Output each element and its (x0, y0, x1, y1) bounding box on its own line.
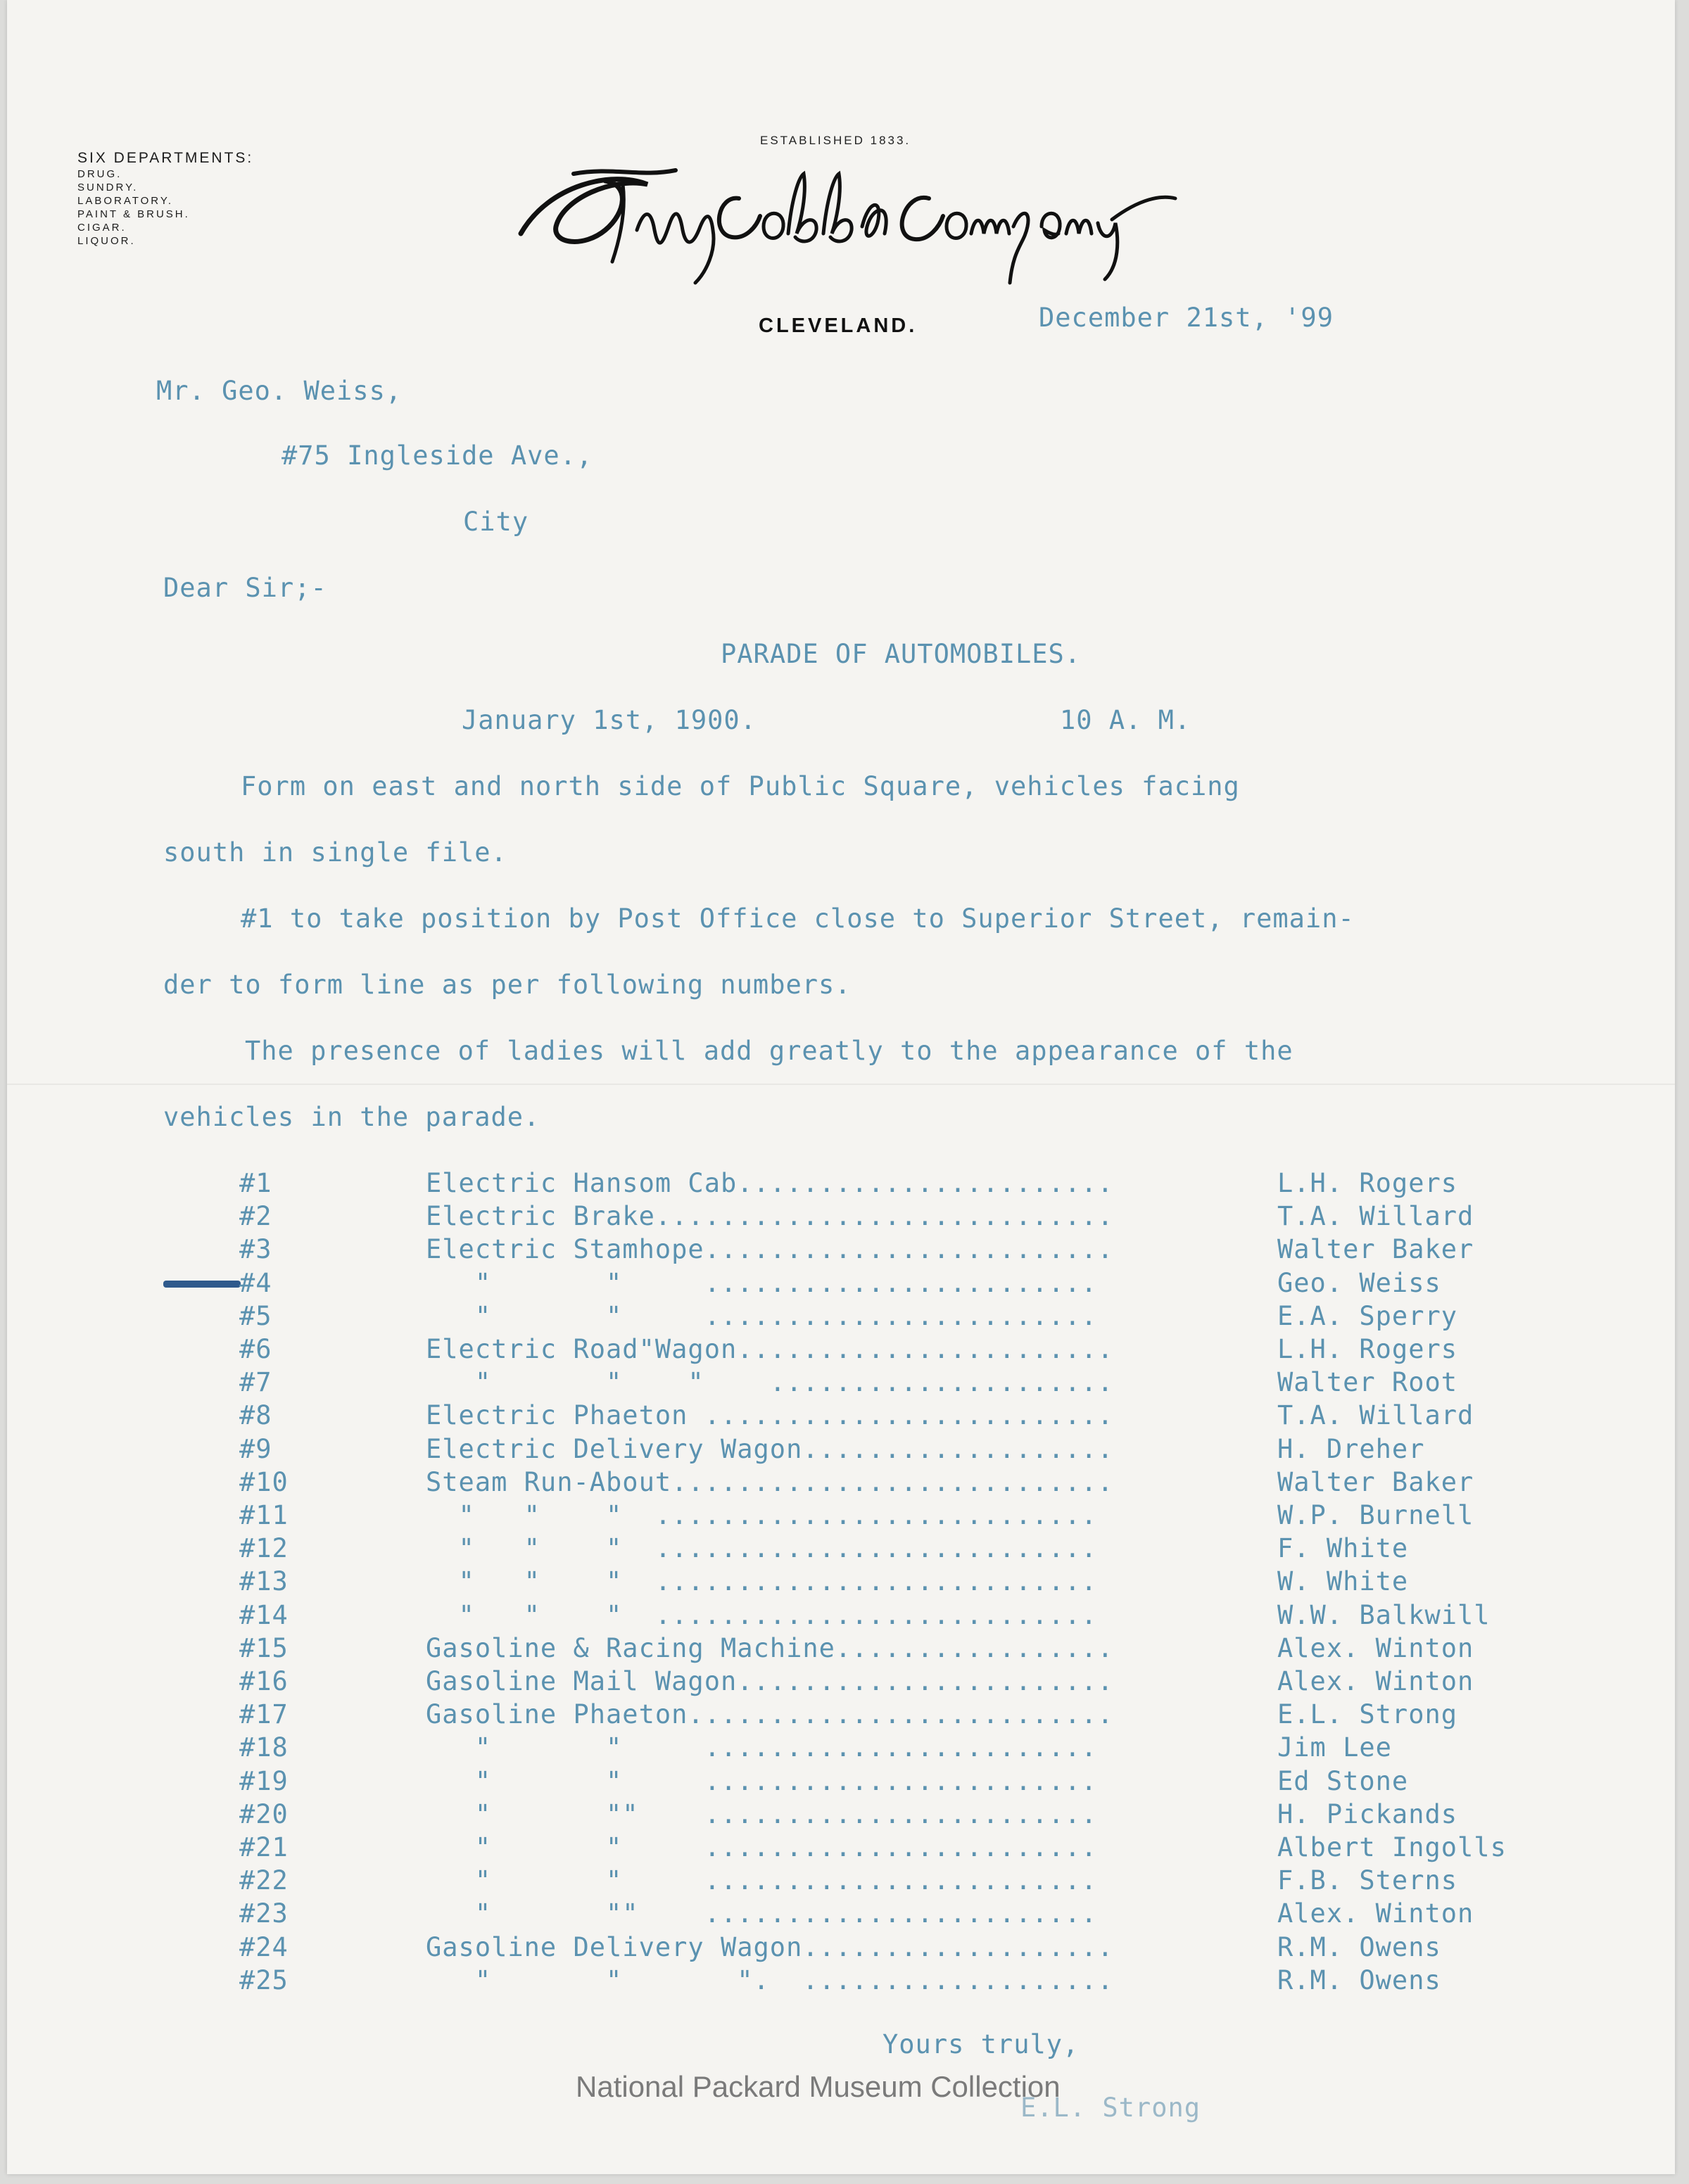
departments-heading: SIX DEPARTMENTS: (77, 150, 254, 166)
letterhead-city: CLEVELAND. (759, 315, 918, 337)
parade-vehicle: Electric Road"Wagon....................... (426, 1334, 1114, 1364)
letter-sheet (7, 0, 1675, 2174)
parade-number: #3 (239, 1234, 272, 1265)
department-item: SUNDRY. (77, 182, 139, 193)
parade-number: #10 (239, 1466, 289, 1497)
letter-date: December 21st, '99 (1039, 303, 1334, 333)
parade-vehicle: " " ........................ (426, 1732, 1098, 1763)
parade-owner: Alex. Winton (1277, 1898, 1474, 1929)
parade-row (239, 1533, 1576, 1564)
parade-row (239, 1367, 1576, 1398)
parade-vehicle: " "" ........................ (426, 1898, 1098, 1929)
paragraph-line: Form on east and north side of Public Square, vehicles facing (241, 771, 1240, 801)
parade-number: #5 (239, 1300, 272, 1331)
parade-owner: L.H. Rogers (1277, 1334, 1458, 1364)
parade-row (239, 1633, 1576, 1664)
recipient-name: Mr. Geo. Weiss, (156, 376, 403, 406)
parade-vehicle: Gasoline Mail Wagon....................... (426, 1666, 1114, 1696)
department-item: DRUG. (77, 168, 122, 180)
parade-owner: H. Pickands (1277, 1798, 1458, 1829)
parade-owner: Geo. Weiss (1277, 1267, 1441, 1298)
parade-row (239, 1301, 1576, 1332)
parade-owner: T.A. Willard (1277, 1201, 1474, 1232)
parade-row (239, 1766, 1576, 1797)
parade-owner: R.M. Owens (1277, 1931, 1441, 1962)
parade-row (239, 1932, 1576, 1963)
parade-number: #24 (239, 1931, 289, 1962)
closing: Yours truly, (883, 2029, 1080, 2059)
department-item: CIGAR. (77, 222, 127, 234)
parade-owner: Walter Baker (1277, 1466, 1474, 1497)
parade-row (239, 1500, 1576, 1531)
parade-vehicle: Steam Run-About........................... (426, 1466, 1114, 1497)
parade-number: #4 (239, 1267, 272, 1298)
parade-vehicle: " " ". ................... (426, 1964, 1114, 1995)
parade-row (239, 1168, 1576, 1199)
parade-vehicle: Electric Brake............................ (426, 1201, 1114, 1232)
paragraph-line: der to form line as per following numbers. (163, 970, 852, 1000)
parade-owner: L.H. Rogers (1277, 1168, 1458, 1198)
parade-vehicle: " " " ........................... (426, 1599, 1098, 1630)
parade-vehicle: Gasoline Delivery Wagon................... (426, 1931, 1114, 1962)
parade-row (239, 1268, 1576, 1299)
parade-owner: W. White (1277, 1566, 1409, 1597)
paragraph-line: The presence of ladies will add greatly to the appearance of the (245, 1036, 1293, 1066)
parade-vehicle: " "" ........................ (426, 1798, 1098, 1829)
parade-vehicle: " " " ........................... (426, 1500, 1098, 1530)
parade-row (239, 1334, 1576, 1365)
parade-number: #13 (239, 1566, 289, 1597)
parade-owner: W.W. Balkwill (1277, 1599, 1491, 1630)
parade-row (239, 1400, 1576, 1431)
parade-number: #19 (239, 1765, 289, 1796)
parade-owner: Albert Ingolls (1277, 1832, 1507, 1862)
parade-number: #8 (239, 1400, 272, 1431)
parade-number: #18 (239, 1732, 289, 1763)
parade-row (239, 1467, 1576, 1498)
parade-number: #16 (239, 1666, 289, 1696)
parade-owner: E.L. Strong (1277, 1699, 1458, 1730)
parade-number: #15 (239, 1632, 289, 1663)
signature: E.L. Strong (1020, 2093, 1201, 2123)
parade-number: #7 (239, 1367, 272, 1398)
parade-row (239, 1666, 1576, 1697)
parade-owner: Alex. Winton (1277, 1666, 1474, 1696)
parade-number: #17 (239, 1699, 289, 1730)
parade-number: #23 (239, 1898, 289, 1929)
highlight-mark (163, 1281, 241, 1288)
parade-number: #9 (239, 1433, 272, 1464)
parade-owner: F.B. Sterns (1277, 1865, 1458, 1896)
parade-number: #11 (239, 1500, 289, 1530)
established-text: ESTABLISHED 1833. (760, 134, 911, 147)
parade-vehicle: " " ........................ (426, 1300, 1098, 1331)
parade-row (239, 1434, 1576, 1465)
parade-number: #21 (239, 1832, 289, 1862)
parade-vehicle: " " ........................ (426, 1832, 1098, 1862)
parade-row (239, 1234, 1576, 1265)
parade-row (239, 1566, 1576, 1597)
parade-number: #25 (239, 1964, 289, 1995)
company-logo (507, 156, 1182, 297)
parade-row (239, 1699, 1576, 1730)
salutation: Dear Sir;- (163, 573, 327, 603)
parade-owner: Walter Baker (1277, 1234, 1474, 1265)
parade-vehicle: " " " ........................... (426, 1533, 1098, 1564)
department-item: PAINT & BRUSH. (77, 208, 190, 220)
parade-number: #12 (239, 1533, 289, 1564)
parade-row (239, 1732, 1576, 1763)
letter-subject: PARADE OF AUTOMOBILES. (721, 639, 1082, 669)
event-time: 10 A. M. (1060, 705, 1191, 735)
department-item: LIQUOR. (77, 235, 136, 247)
parade-vehicle: Electric Phaeton ......................... (426, 1400, 1114, 1431)
parade-owner: T.A. Willard (1277, 1400, 1474, 1431)
parade-number: #2 (239, 1201, 272, 1232)
parade-vehicle: Electric Hansom Cab....................... (426, 1168, 1114, 1198)
parade-vehicle: Electric Delivery Wagon................... (426, 1433, 1114, 1464)
parade-owner: F. White (1277, 1533, 1409, 1564)
paragraph-line: south in single file. (163, 837, 507, 868)
parade-row (239, 1865, 1576, 1896)
parade-owner: Ed Stone (1277, 1765, 1409, 1796)
parade-row (239, 1832, 1576, 1863)
parade-vehicle: Gasoline & Racing Machine................. (426, 1632, 1114, 1663)
fold-line (7, 1084, 1675, 1085)
parade-vehicle: Electric Stamhope......................... (426, 1234, 1114, 1265)
parade-number: #20 (239, 1798, 289, 1829)
parade-owner: E.A. Sperry (1277, 1300, 1458, 1331)
parade-owner: Walter Root (1277, 1367, 1458, 1398)
parade-vehicle: " " ........................ (426, 1865, 1098, 1896)
paragraph-line: vehicles in the parade. (163, 1102, 540, 1132)
paragraph-line: #1 to take position by Post Office close to Superior Street, remain- (241, 903, 1355, 934)
recipient-address: #75 Ingleside Ave., (282, 440, 593, 471)
parade-vehicle: " " ........................ (426, 1267, 1098, 1298)
parade-owner: H. Dreher (1277, 1433, 1425, 1464)
parade-row (239, 1965, 1576, 1996)
parade-vehicle: " " ........................ (426, 1765, 1098, 1796)
event-date: January 1st, 1900. (462, 705, 757, 735)
parade-owner: R.M. Owens (1277, 1964, 1441, 1995)
parade-row (239, 1898, 1576, 1929)
watermark: National Packard Museum Collection (576, 2070, 1061, 2103)
parade-vehicle: " " " ........................... (426, 1566, 1098, 1597)
parade-owner: W.P. Burnell (1277, 1500, 1474, 1530)
parade-number: #22 (239, 1865, 289, 1896)
departments-list (77, 149, 253, 248)
parade-row (239, 1201, 1576, 1232)
parade-owner: Jim Lee (1277, 1732, 1392, 1763)
department-item: LABORATORY. (77, 195, 174, 207)
parade-number: #14 (239, 1599, 289, 1630)
parade-row (239, 1600, 1576, 1631)
parade-number: #6 (239, 1334, 272, 1364)
recipient-city: City (463, 507, 529, 537)
parade-owner: Alex. Winton (1277, 1632, 1474, 1663)
parade-number: #1 (239, 1168, 272, 1198)
parade-row (239, 1799, 1576, 1830)
parade-vehicle: " " " ..................... (426, 1367, 1114, 1398)
parade-vehicle: Gasoline Phaeton.......................... (426, 1699, 1114, 1730)
